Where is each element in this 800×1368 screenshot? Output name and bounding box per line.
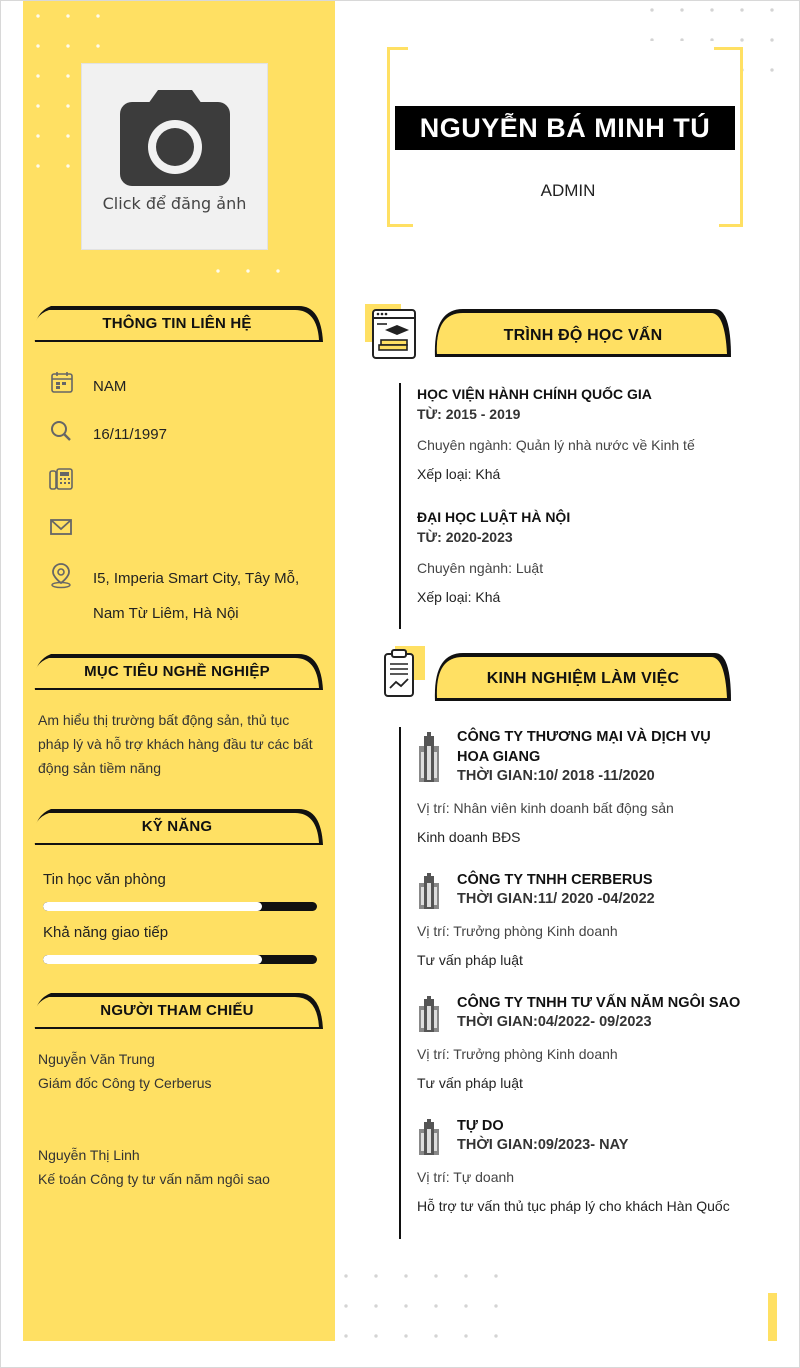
skill-bar-fill xyxy=(43,902,262,911)
education-icon xyxy=(365,304,417,360)
education-heading: TRÌNH ĐỘ HỌC VẤN xyxy=(503,327,663,344)
job-position: Vị trí: Trưởng phòng Kinh doanh xyxy=(417,923,618,939)
phone-icon xyxy=(47,465,75,493)
grade: Xếp loại: Khá xyxy=(417,466,501,482)
school-name: ĐẠI HỌC LUẬT HÀ NỘI xyxy=(417,509,571,525)
company-name: CÔNG TY TNHH CERBERUS xyxy=(457,872,653,888)
skill-label: Khả năng giao tiếp xyxy=(43,924,169,941)
job-period: THỜI GIAN:11/ 2020 -04/2022 xyxy=(457,891,655,907)
full-name: NGUYỄN BÁ MINH TÚ xyxy=(395,106,735,150)
contact-email xyxy=(47,513,327,549)
major: Chuyên ngành: Luật xyxy=(417,560,544,576)
decor-dots-sidebar-mid xyxy=(203,256,293,286)
experience-heading: KINH NGHIỆM LÀM VIỆC xyxy=(486,670,680,687)
objective-text xyxy=(38,708,318,780)
job-description: Tư vấn pháp luật xyxy=(417,1075,523,1091)
objective-line-2: pháp lý và hỗ trợ khách hàng đầu tư các bất xyxy=(38,736,313,752)
references-heading: NGƯỜI THAM CHIẾU xyxy=(100,1002,254,1019)
skills-heading-tab xyxy=(29,805,325,847)
contact-gender: NAM xyxy=(47,369,327,405)
reference-name: Nguyễn Văn Trung xyxy=(38,1051,155,1067)
objective-line-1: Am hiểu thị trường bất động sản, thủ tục xyxy=(38,712,290,728)
skill-bar xyxy=(43,902,317,911)
experience-heading-tab xyxy=(433,651,733,703)
objective-heading-tab xyxy=(29,650,325,692)
grade: Xếp loại: Khá xyxy=(417,589,501,605)
camera-icon xyxy=(120,90,230,186)
education-timeline xyxy=(399,383,401,629)
company-name: CÔNG TY THƯƠNG MẠI VÀ DỊCH VỤ HOA GIANG xyxy=(457,729,711,765)
experience-timeline xyxy=(399,727,401,1239)
study-period: TỪ: 2015 - 2019 xyxy=(417,406,521,422)
photo-upload[interactable] xyxy=(81,63,268,250)
job-period: THỜI GIAN:09/2023- NAY xyxy=(457,1137,629,1153)
skill-bar-fill xyxy=(43,955,262,964)
contact-address xyxy=(47,561,327,631)
contact-dob: 16/11/1997 xyxy=(47,417,327,453)
reference-title: Giám đốc Công ty Cerberus xyxy=(38,1075,212,1091)
reference-item xyxy=(38,1047,212,1095)
building-icon xyxy=(417,873,441,909)
calendar-icon xyxy=(47,369,75,397)
building-icon xyxy=(417,996,441,1032)
address-line-2: Nam Từ Liêm, Hà Nội xyxy=(93,605,239,622)
reference-title: Kế toán Công ty tư vấn năm ngôi sao xyxy=(38,1171,270,1187)
reference-name: Nguyễn Thị Linh xyxy=(38,1147,140,1163)
job-period: THỜI GIAN:04/2022- 09/2023 xyxy=(457,1014,652,1030)
job-role: ADMIN xyxy=(540,181,596,200)
study-period: TỪ: 2020-2023 xyxy=(417,529,513,545)
building-icon xyxy=(417,1119,441,1155)
contact-heading-tab xyxy=(29,302,325,344)
job-position: Vị trí: Tự doanh xyxy=(417,1169,515,1185)
skill-label: Tin học văn phòng xyxy=(43,871,166,888)
job-position: Vị trí: Trưởng phòng Kinh doanh xyxy=(417,1046,618,1062)
building-icon xyxy=(417,732,441,784)
job-period: THỜI GIAN:10/ 2018 -11/2020 xyxy=(457,768,655,784)
company-name: CÔNG TY TNHH TƯ VẤN NĂM NGÔI SAO xyxy=(457,995,741,1011)
reference-item xyxy=(38,1143,270,1191)
decor-accent-bar xyxy=(768,1293,777,1341)
objective-heading: MỤC TIÊU NGHỀ NGHIỆP xyxy=(84,663,270,680)
major: Chuyên ngành: Quản lý nhà nước về Kinh tế xyxy=(417,437,695,453)
job-position: Vị trí: Nhân viên kinh doanh bất động sản xyxy=(417,800,674,816)
references-heading-tab xyxy=(29,989,325,1031)
contact-heading: THÔNG TIN LIÊN HỆ xyxy=(102,315,252,332)
mail-icon xyxy=(47,513,75,541)
education-heading-tab xyxy=(433,307,733,359)
skills-heading: KỸ NĂNG xyxy=(141,818,213,835)
search-icon xyxy=(47,417,75,445)
photo-caption: Click để đăng ảnh xyxy=(102,194,247,213)
clipboard-icon xyxy=(381,646,427,702)
job-description: Hỗ trợ tư vấn thủ tục pháp lý cho khách Hàn Quốc xyxy=(417,1198,730,1214)
contact-phone xyxy=(47,465,327,501)
job-description: Tư vấn pháp luật xyxy=(417,952,523,968)
job-description: Kinh doanh BĐS xyxy=(417,829,521,845)
company-name: TỰ DO xyxy=(457,1118,504,1134)
skill-bar xyxy=(43,955,317,964)
address-line-1: I5, Imperia Smart City, Tây Mỗ, xyxy=(93,570,300,587)
objective-line-3: động sản tiềm năng xyxy=(38,760,161,776)
school-name: HỌC VIỆN HÀNH CHÍNH QUỐC GIA xyxy=(417,386,652,402)
location-pin-icon xyxy=(47,561,75,589)
